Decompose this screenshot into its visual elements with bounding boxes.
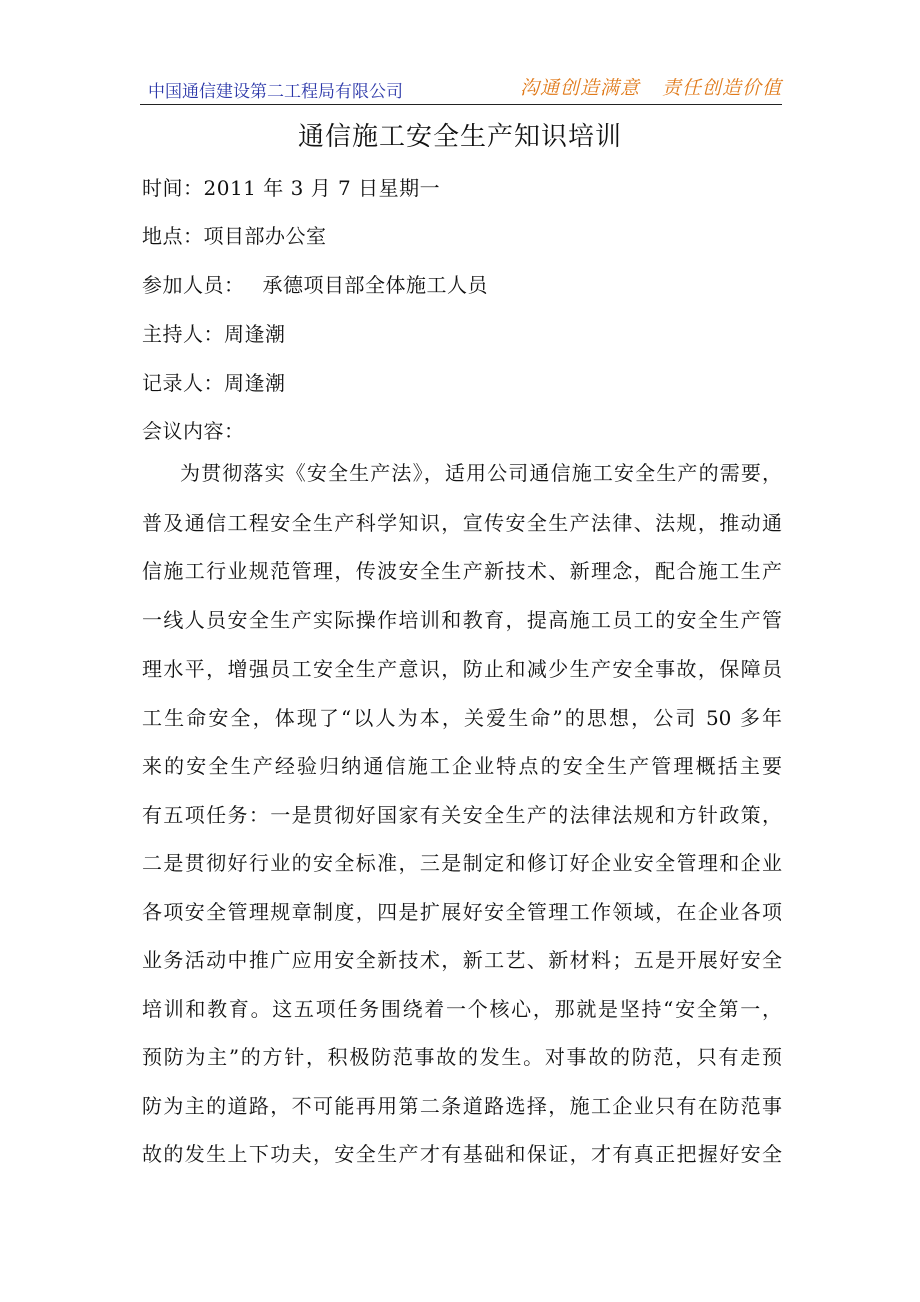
meta-recorder [142, 367, 286, 396]
meta-host-label: 主持人： [142, 322, 224, 346]
page-header [140, 70, 782, 105]
body-line: 有五项任务：一是贯彻好国家有关安全生产的法律法规和方针政策， [142, 803, 782, 827]
meta-recorder-label: 记录人： [142, 371, 224, 395]
body-line: 来的安全生产经验归纳通信施工企业特点的安全生产管理概括主要 [142, 754, 782, 778]
header-slogan-2: 责任创造价值 [661, 77, 782, 99]
meta-time-label: 时间： [142, 176, 204, 200]
body-line: 为贯彻落实《安全生产法》，适用公司通信施工安全生产的需要， [180, 461, 782, 485]
meta-attendees-label: 参加人员： [142, 273, 245, 297]
meta-attendees [142, 269, 488, 298]
meta-time [142, 172, 440, 201]
body-line: 信施工行业规范管理，传波安全生产新技术、新理念，配合施工生产 [142, 559, 782, 583]
body-line: 二是贯彻好行业的安全标准，三是制定和修订好企业安全管理和企业 [142, 851, 782, 875]
meta-time-value: 2011 年 3 月 7 日星期一 [203, 176, 441, 200]
body-line: 普及通信工程安全生产科学知识，宣传安全生产法律、法规，推动通 [142, 511, 782, 535]
meta-host-value: 周逢潮 [224, 322, 286, 346]
meta-host [142, 318, 286, 347]
meta-attendees-value: 承德项目部全体施工人员 [262, 273, 488, 297]
body-line: 理水平，增强员工安全生产意识，防止和减少生产安全事故，保障员 [142, 657, 782, 681]
meta-content-label: 会议内容： [142, 419, 245, 443]
header-company-name: 中国通信建设第二工程局有限公司 [148, 82, 403, 102]
body-line: 业务活动中推广应用安全新技术，新工艺、新材料；五是开展好安全 [142, 948, 782, 972]
body-line: 培训和教育。这五项任务围绕着一个核心，那就是坚持“安全第一， [142, 997, 782, 1021]
document-title: 通信施工安全生产知识培训 [297, 122, 622, 152]
body-line: 防为主的道路，不可能再用第二条道路选择，施工企业只有在防范事 [142, 1094, 782, 1118]
body-line: 故的发生上下功夫，安全生产才有基础和保证，才有真正把握好安全 [142, 1142, 782, 1166]
body-line: 工生命安全，体现了“以人为本，关爱生命”的思想，公司 50 多年 [142, 706, 782, 730]
body-line: 各项安全管理规章制度，四是扩展好安全管理工作领域，在企业各项 [142, 900, 782, 924]
meta-recorder-value: 周逢潮 [224, 371, 286, 395]
header-slogan [520, 73, 782, 100]
header-slogan-1: 沟通创造满意 [519, 77, 640, 99]
meta-place-label: 地点： [142, 224, 204, 248]
body-line: 预防为主”的方针，积极防范事故的发生。对事故的防范，只有走预 [142, 1045, 782, 1069]
body-line: 一线人员安全生产实际操作培训和教育，提高施工员工的安全生产管 [142, 608, 782, 632]
meta-place-value: 项目部办公室 [203, 224, 327, 248]
meta-place [142, 220, 327, 249]
